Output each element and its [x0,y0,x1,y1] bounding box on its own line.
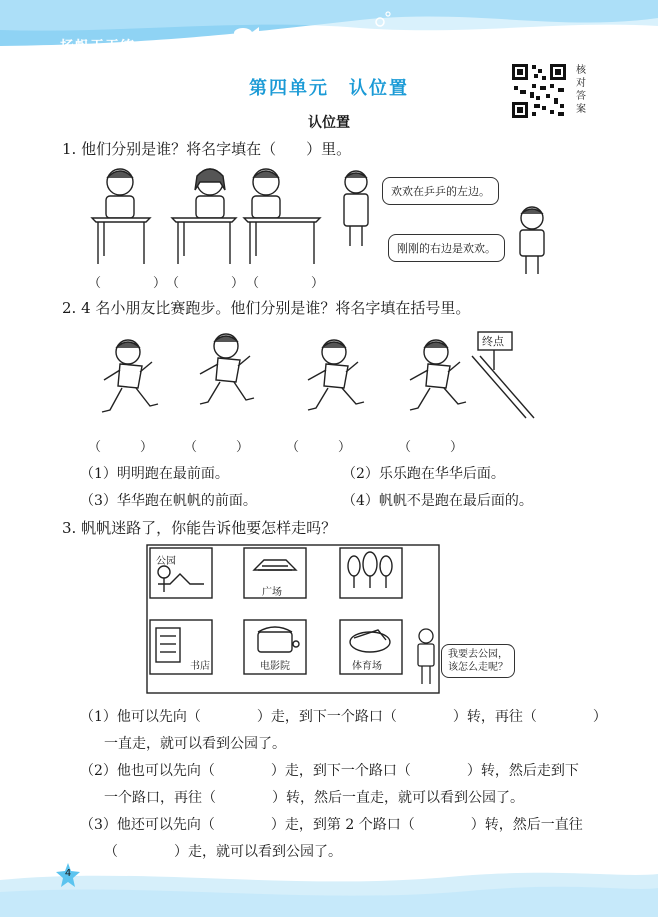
q3-line-3: （2）他也可以先向（ ）走，到下一个路口（ ）转，然后走到下 [80,763,579,779]
brand-logo: 扬帆天天练 [60,39,135,55]
answer-blank[interactable]: （ ） [246,276,325,291]
speech-bubble-lost [441,644,515,678]
speech-bubble-top: 欢欢在乒乒的左边。 [382,177,499,205]
answer-blank[interactable]: （ ） [398,440,464,455]
speech-bubble-bottom: 刚刚的右边是欢欢。 [388,234,505,262]
map-plaza-label: 广场 [262,587,282,598]
answer-blank[interactable]: （ ） [166,276,245,291]
q2-race-figure [80,322,540,428]
clue-1: （1）明明跑在最前面。 [80,466,229,482]
stadium-icon [350,630,390,652]
map-bookstore-label: 书店 [190,661,210,672]
map-cinema-label: 电影院 [260,661,290,672]
map-stadium-label: 体育场 [352,661,382,672]
answer-blank[interactable]: （ ） [184,440,250,455]
clue-3: （3）华华跑在帆帆的前面。 [80,493,257,509]
lost-boy-icon [418,629,434,684]
qr-label: 核对答案 [576,65,586,115]
runner-icon [102,340,158,412]
page-title: 第四单元 认位置 [249,78,409,99]
park-icon [158,566,204,592]
trees-icon [348,552,392,588]
question-3-text: 3. 帆帆迷路了，你能告诉他要怎样走吗？ [62,519,337,537]
runner-icon [308,340,364,410]
runner-icon [200,334,254,404]
q3-line-4: 一个路口，再往（ ）转，然后一直走，就可以看到公园了。 [104,790,524,806]
speech-line-1: 我要去公园， [448,649,508,660]
student-icon [244,169,320,264]
runner-icon [410,340,466,410]
answer-blank[interactable]: （ ） [88,440,154,455]
cinema-icon [258,627,299,652]
finish-label: 终点 [482,335,504,348]
answer-blank[interactable]: （ ） [88,276,167,291]
student-icon [172,169,236,264]
page-number: 4 [64,868,72,879]
q3-line-2: 一直走，就可以看到公园了。 [104,736,286,752]
q3-line-1: （1）他可以先向（ ）走，到下一个路口（ ）转，再往（ ） [80,709,607,725]
question-2-text: 2. 4 名小朋友比赛跑步。他们分别是谁？将名字填在括号里。 [62,299,471,317]
map-park-label: 公园 [156,556,176,567]
plaza-icon [254,560,296,570]
bookstore-icon [156,628,180,662]
boy-icon [520,207,544,274]
speech-line-2: 该怎么走呢？ [448,662,508,673]
student-icon [92,169,150,264]
q3-line-5: （3）他还可以先向（ ）走，到第 2 个路口（ ）转，然后一直往 [80,817,583,833]
clue-2: （2）乐乐跑在华华后面。 [342,466,505,482]
question-1-text: 1. 他们分别是谁？将名字填在（ ）里。 [62,140,352,158]
footer-wave [0,862,658,917]
clue-4: （4）帆帆不是跑在最后面的。 [342,493,533,509]
q3-line-6: （ ）走，就可以看到公园了。 [104,844,342,860]
answer-blank[interactable]: （ ） [286,440,352,455]
teacher-icon [344,171,368,246]
section-title: 认位置 [308,115,350,131]
